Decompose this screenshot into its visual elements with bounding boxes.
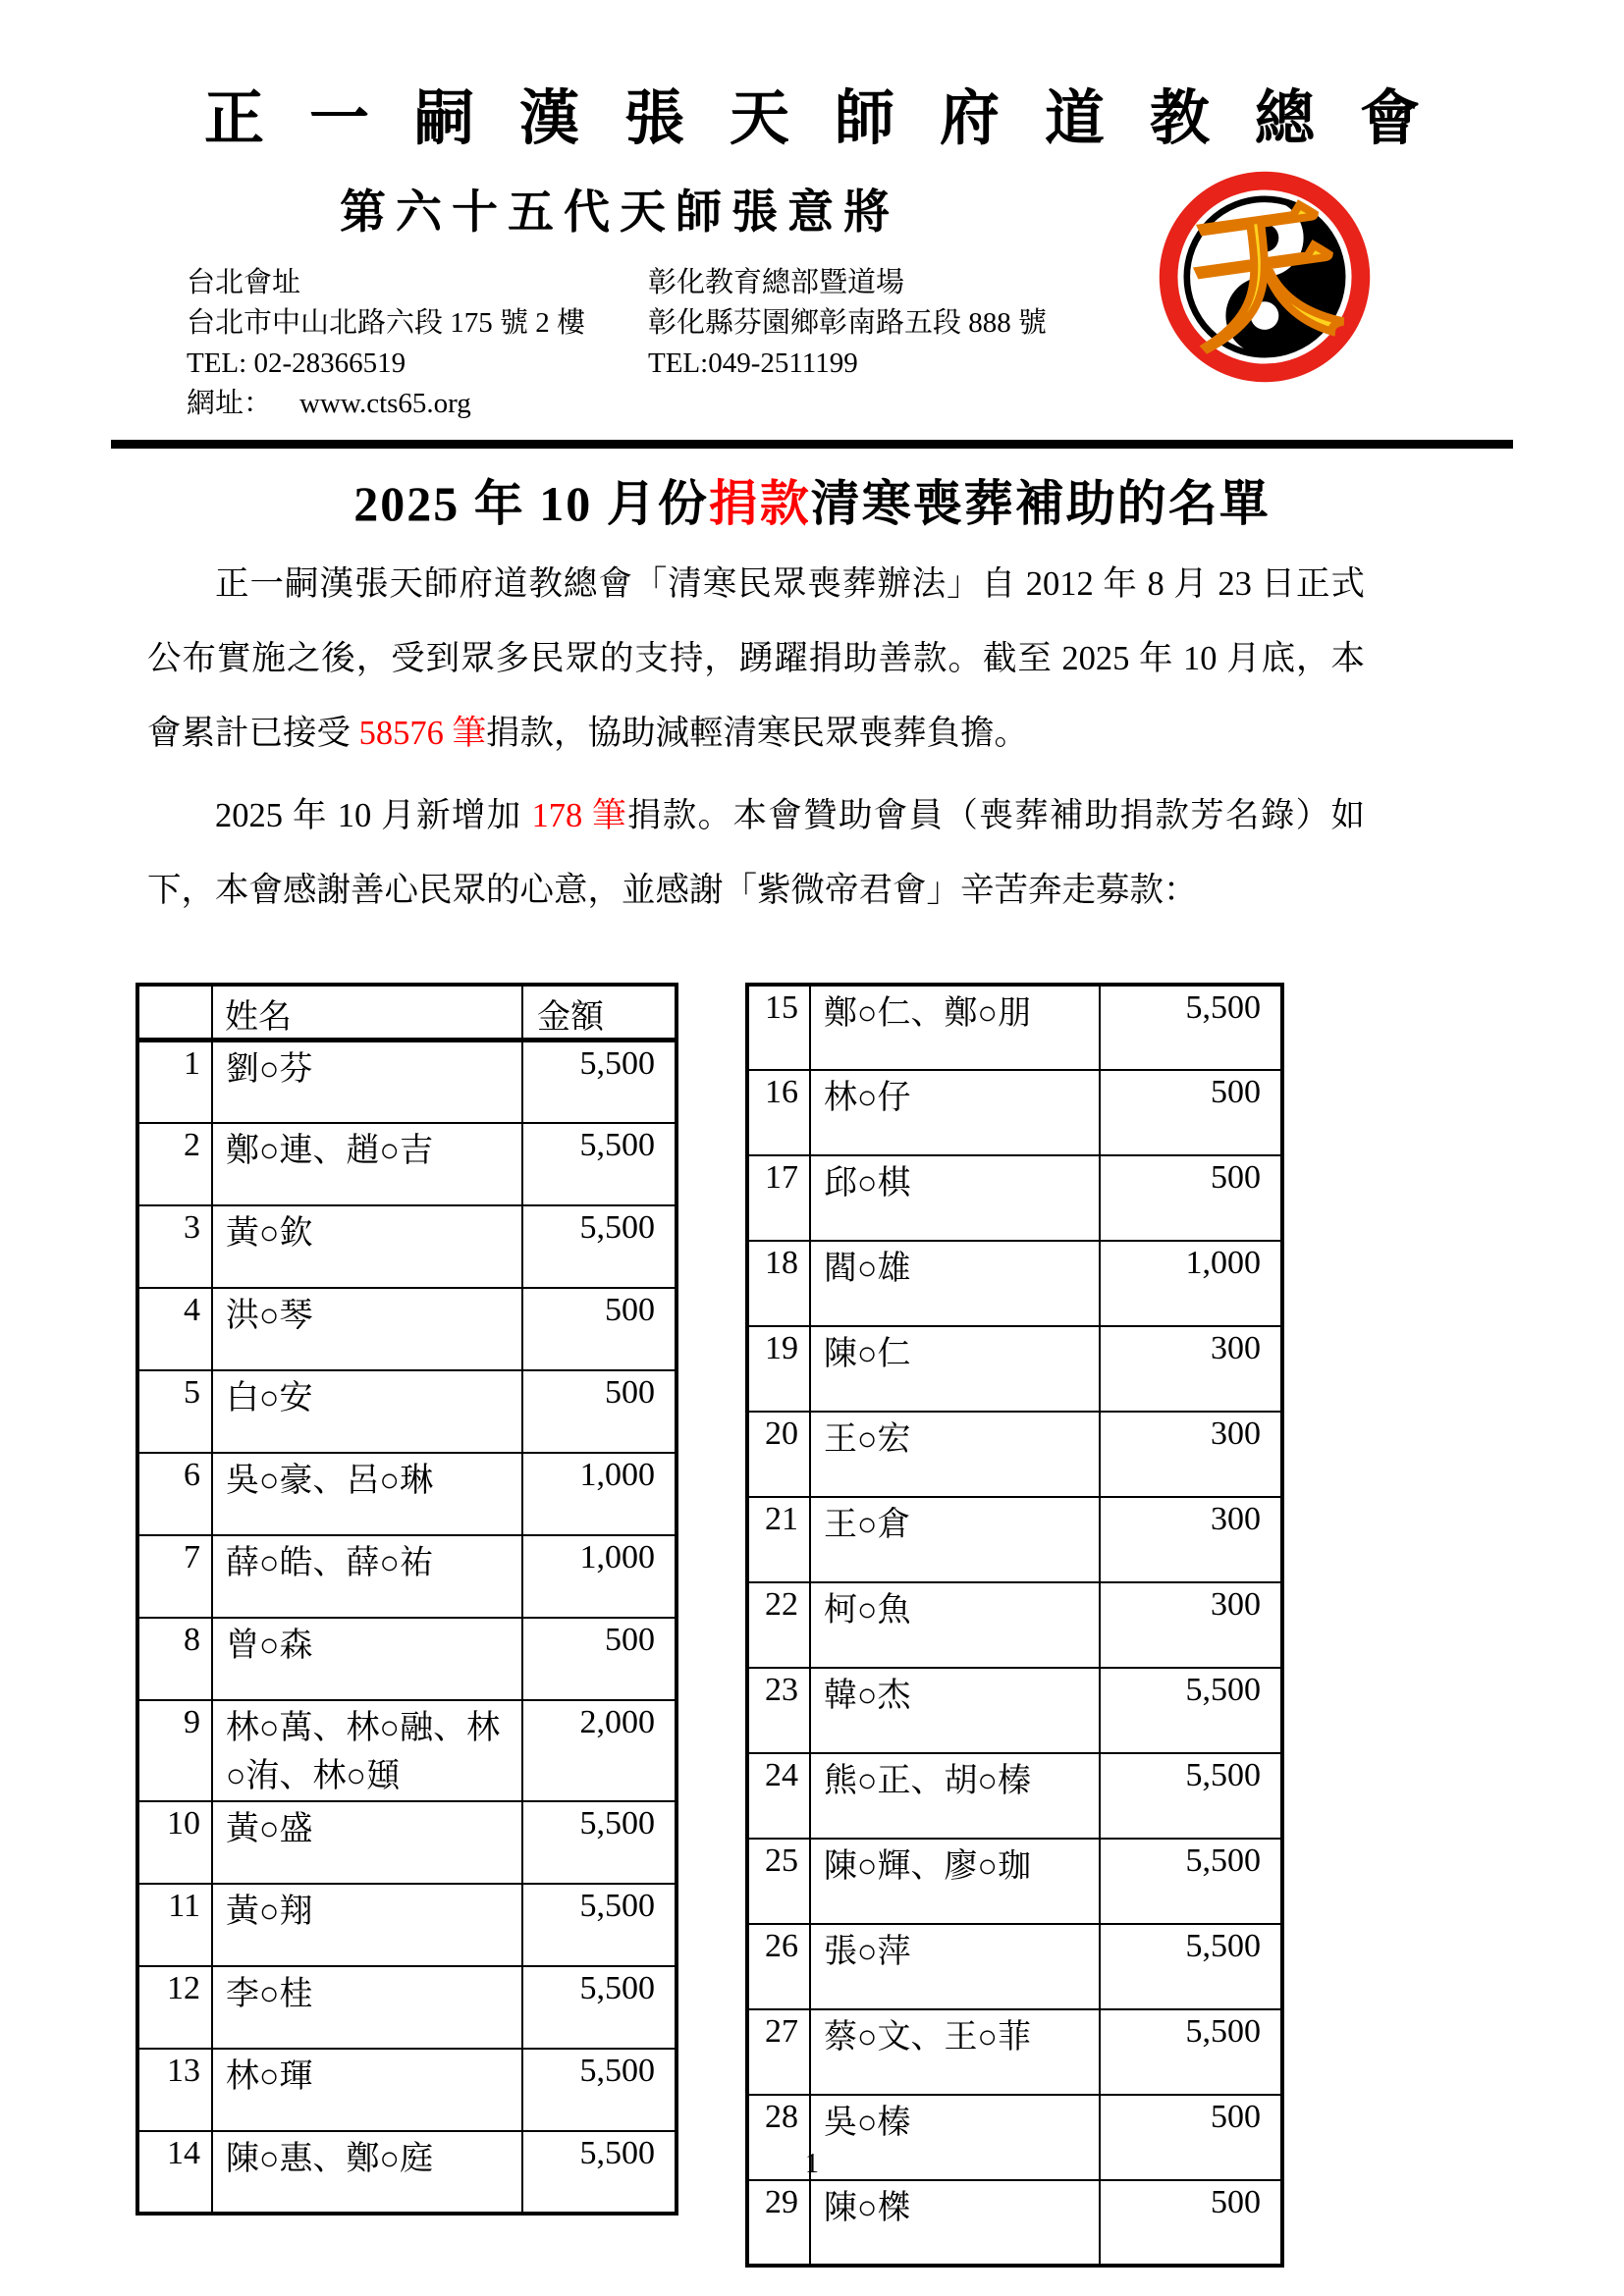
table-row xyxy=(747,1155,1282,1241)
table-row xyxy=(137,1884,677,1966)
donor-name: 鄭○仁、鄭○朋 xyxy=(810,985,1100,1070)
header-index xyxy=(137,985,212,1041)
row-number: 9 xyxy=(137,1700,212,1801)
table-row xyxy=(137,1966,677,2049)
tian-character: 天 xyxy=(1180,189,1350,371)
donor-name: 柯○魚 xyxy=(810,1582,1100,1668)
paragraph-2: 2025 年 10 月新增加 178 筆捐款。本會贊助會員（喪葬補助捐款芳名錄）如下，本會感謝善心民眾的心意，並感謝「紫微帝君會」辛苦奔走募款： xyxy=(147,797,1366,909)
table-row xyxy=(137,1205,677,1288)
table-header-row xyxy=(137,985,677,1041)
table-row xyxy=(137,1535,677,1618)
row-number: 12 xyxy=(137,1966,212,2049)
body-text xyxy=(147,547,1365,928)
donation-amount: 500 xyxy=(1100,1070,1282,1155)
donor-name: 陳○仁 xyxy=(810,1326,1100,1412)
row-number: 10 xyxy=(137,1801,212,1884)
donor-name: 閻○雄 xyxy=(810,1241,1100,1326)
organization-title: 正一嗣漢張天師府道教總會 xyxy=(203,86,1465,152)
donation-amount: 5,500 xyxy=(1100,985,1282,1070)
row-number: 8 xyxy=(137,1618,212,1700)
donor-name: 邱○棋 xyxy=(810,1155,1100,1241)
donation-amount: 2,000 xyxy=(522,1700,677,1801)
taipei-office-label: 台北會址 xyxy=(187,267,301,298)
divider-rule xyxy=(111,440,1513,449)
row-number: 11 xyxy=(137,1884,212,1966)
table-row xyxy=(747,1924,1282,2009)
row-number: 15 xyxy=(747,985,810,1070)
donors-table-left xyxy=(135,983,678,2216)
organization-subtitle: 第六十五代天師張意將 xyxy=(340,187,899,239)
donation-amount: 5,500 xyxy=(522,1801,677,1884)
table-row xyxy=(747,1582,1282,1668)
row-number: 19 xyxy=(747,1326,810,1412)
header-name: 姓名 xyxy=(212,985,522,1041)
table-row xyxy=(747,1839,1282,1924)
row-number: 1 xyxy=(137,1041,212,1123)
new-donations-count: 178 筆 xyxy=(531,797,627,834)
changhua-office-label: 彰化教育總部暨道場 xyxy=(648,267,905,298)
donor-name: 張○萍 xyxy=(810,1924,1100,2009)
donation-amount: 5,500 xyxy=(1100,1924,1282,2009)
row-number: 13 xyxy=(137,2049,212,2131)
table-row xyxy=(137,1123,677,1205)
donor-name: 陳○惠、鄭○庭 xyxy=(212,2131,522,2214)
donor-name: 王○倉 xyxy=(810,1497,1100,1582)
donor-name: 吳○榛 xyxy=(810,2095,1100,2180)
table-row xyxy=(747,985,1282,1070)
website-label: 網址： xyxy=(187,388,273,419)
table-row xyxy=(137,2049,677,2131)
row-number: 22 xyxy=(747,1582,810,1668)
row-number: 18 xyxy=(747,1241,810,1326)
page-footer xyxy=(0,2149,1624,2180)
donation-amount: 1,000 xyxy=(1100,1241,1282,1326)
donation-amount: 300 xyxy=(1100,1497,1282,1582)
row-number: 2 xyxy=(137,1123,212,1205)
donor-name: 李○桂 xyxy=(212,1966,522,2049)
donation-amount: 500 xyxy=(522,1618,677,1700)
donation-amount: 5,500 xyxy=(1100,1839,1282,1924)
donation-amount: 300 xyxy=(1100,1412,1282,1497)
table-row xyxy=(747,1668,1282,1753)
donor-name: 曾○森 xyxy=(212,1618,522,1700)
donation-amount: 500 xyxy=(522,1288,677,1370)
donation-amount: 5,500 xyxy=(1100,2009,1282,2095)
contact-taipei xyxy=(187,263,648,424)
donor-name: 韓○杰 xyxy=(810,1668,1100,1753)
taipei-address: 台北市中山北路六段 175 號 2 樓 xyxy=(187,307,586,339)
header-amount: 金額 xyxy=(522,985,677,1041)
row-number: 23 xyxy=(747,1668,810,1753)
table-row xyxy=(747,1753,1282,1839)
table-row xyxy=(747,1070,1282,1155)
donor-name: 劉○芬 xyxy=(212,1041,522,1123)
table-row xyxy=(747,2180,1282,2266)
donation-amount: 300 xyxy=(1100,1582,1282,1668)
table-row xyxy=(137,1370,677,1453)
table-row xyxy=(137,1618,677,1700)
donor-name: 洪○琴 xyxy=(212,1288,522,1370)
table-row xyxy=(137,1453,677,1535)
row-number: 6 xyxy=(137,1453,212,1535)
row-number: 26 xyxy=(747,1924,810,2009)
title-donation-highlight: 捐款 xyxy=(708,476,811,531)
row-number: 7 xyxy=(137,1535,212,1618)
table-row xyxy=(747,2009,1282,2095)
donor-name: 鄭○連、趙○吉 xyxy=(212,1123,522,1205)
row-number: 24 xyxy=(747,1753,810,1839)
donation-amount: 500 xyxy=(1100,2095,1282,2180)
row-number: 25 xyxy=(747,1839,810,1924)
website-url: www.cts65.org xyxy=(299,388,471,419)
row-number: 29 xyxy=(747,2180,810,2266)
row-number: 28 xyxy=(747,2095,810,2180)
total-donations-count: 58576 筆 xyxy=(358,715,486,752)
row-number: 3 xyxy=(137,1205,212,1288)
table-row xyxy=(747,1412,1282,1497)
row-number: 14 xyxy=(137,2131,212,2214)
donation-amount: 5,500 xyxy=(1100,1668,1282,1753)
table-row xyxy=(137,1700,677,1801)
contact-changhua xyxy=(648,263,1047,424)
donation-amount: 5,500 xyxy=(522,1205,677,1288)
row-number: 27 xyxy=(747,2009,810,2095)
website-line xyxy=(187,384,648,424)
changhua-address: 彰化縣芬園鄉彰南路五段 888 號 xyxy=(648,307,1048,339)
donor-name: 王○宏 xyxy=(810,1412,1100,1497)
donation-amount: 5,500 xyxy=(522,2131,677,2214)
page-title: 2025 年 10 月份捐款清寒喪葬補助的名單 xyxy=(353,476,1271,531)
row-number: 20 xyxy=(747,1412,810,1497)
contact-info xyxy=(187,263,1624,424)
donor-name: 熊○正、胡○榛 xyxy=(810,1753,1100,1839)
donor-name: 林○仔 xyxy=(810,1070,1100,1155)
donation-amount: 5,500 xyxy=(522,1041,677,1123)
donor-name: 黃○欽 xyxy=(212,1205,522,1288)
donation-amount: 1,000 xyxy=(522,1453,677,1535)
donation-amount: 500 xyxy=(522,1370,677,1453)
row-number: 5 xyxy=(137,1370,212,1453)
donation-amount: 300 xyxy=(1100,1326,1282,1412)
table-row xyxy=(137,1288,677,1370)
donor-tables xyxy=(135,983,1624,2268)
table-row xyxy=(747,1241,1282,1326)
donation-amount: 5,500 xyxy=(522,1123,677,1205)
donation-amount: 5,500 xyxy=(522,1884,677,1966)
donor-name: 林○萬、林○融、林○洧、林○頲 xyxy=(212,1700,522,1801)
donation-amount: 5,500 xyxy=(522,2049,677,2131)
row-number: 21 xyxy=(747,1497,810,1582)
tianshi-logo xyxy=(1157,169,1373,385)
donors-table-right xyxy=(745,983,1284,2268)
table-row xyxy=(137,1041,677,1123)
row-number: 4 xyxy=(137,1288,212,1370)
donor-name: 白○安 xyxy=(212,1370,522,1453)
donation-amount: 5,500 xyxy=(522,1966,677,2049)
donation-amount: 1,000 xyxy=(522,1535,677,1618)
donor-name: 蔡○文、王○菲 xyxy=(810,2009,1100,2095)
row-number: 16 xyxy=(747,1070,810,1155)
letterhead xyxy=(0,0,1624,424)
paragraph-1: 正一嗣漢張天師府道教總會「清寒民眾喪葬辦法」自 2012 年 8 月 23 日正式公布實施之後，受到眾多民眾的支持，踴躍捐助善款。截至 2025 年 10 月底，本會累計已接受 58576 筆捐款，協助減輕清寒民眾喪葬負擔。 xyxy=(147,565,1365,752)
page-number: 1 xyxy=(805,2149,819,2179)
donor-name: 林○琿 xyxy=(212,2049,522,2131)
changhua-phone: TEL:049-2511199 xyxy=(648,347,858,379)
yin-yang-icon xyxy=(1157,169,1373,385)
row-number: 17 xyxy=(747,1155,810,1241)
donor-name: 薛○皓、薛○祐 xyxy=(212,1535,522,1618)
donor-name: 黃○翔 xyxy=(212,1884,522,1966)
donor-name: 吳○豪、呂○琳 xyxy=(212,1453,522,1535)
donor-name: 黃○盛 xyxy=(212,1801,522,1884)
donor-name: 陳○輝、廖○珈 xyxy=(810,1839,1100,1924)
table-row xyxy=(747,1497,1282,1582)
donation-amount: 5,500 xyxy=(1100,1753,1282,1839)
table-row xyxy=(137,1801,677,1884)
table-row xyxy=(747,1326,1282,1412)
donor-name: 陳○榤 xyxy=(810,2180,1100,2266)
donation-amount: 500 xyxy=(1100,2180,1282,2266)
donation-amount: 500 xyxy=(1100,1155,1282,1241)
taipei-phone: TEL: 02-28366519 xyxy=(187,347,406,379)
